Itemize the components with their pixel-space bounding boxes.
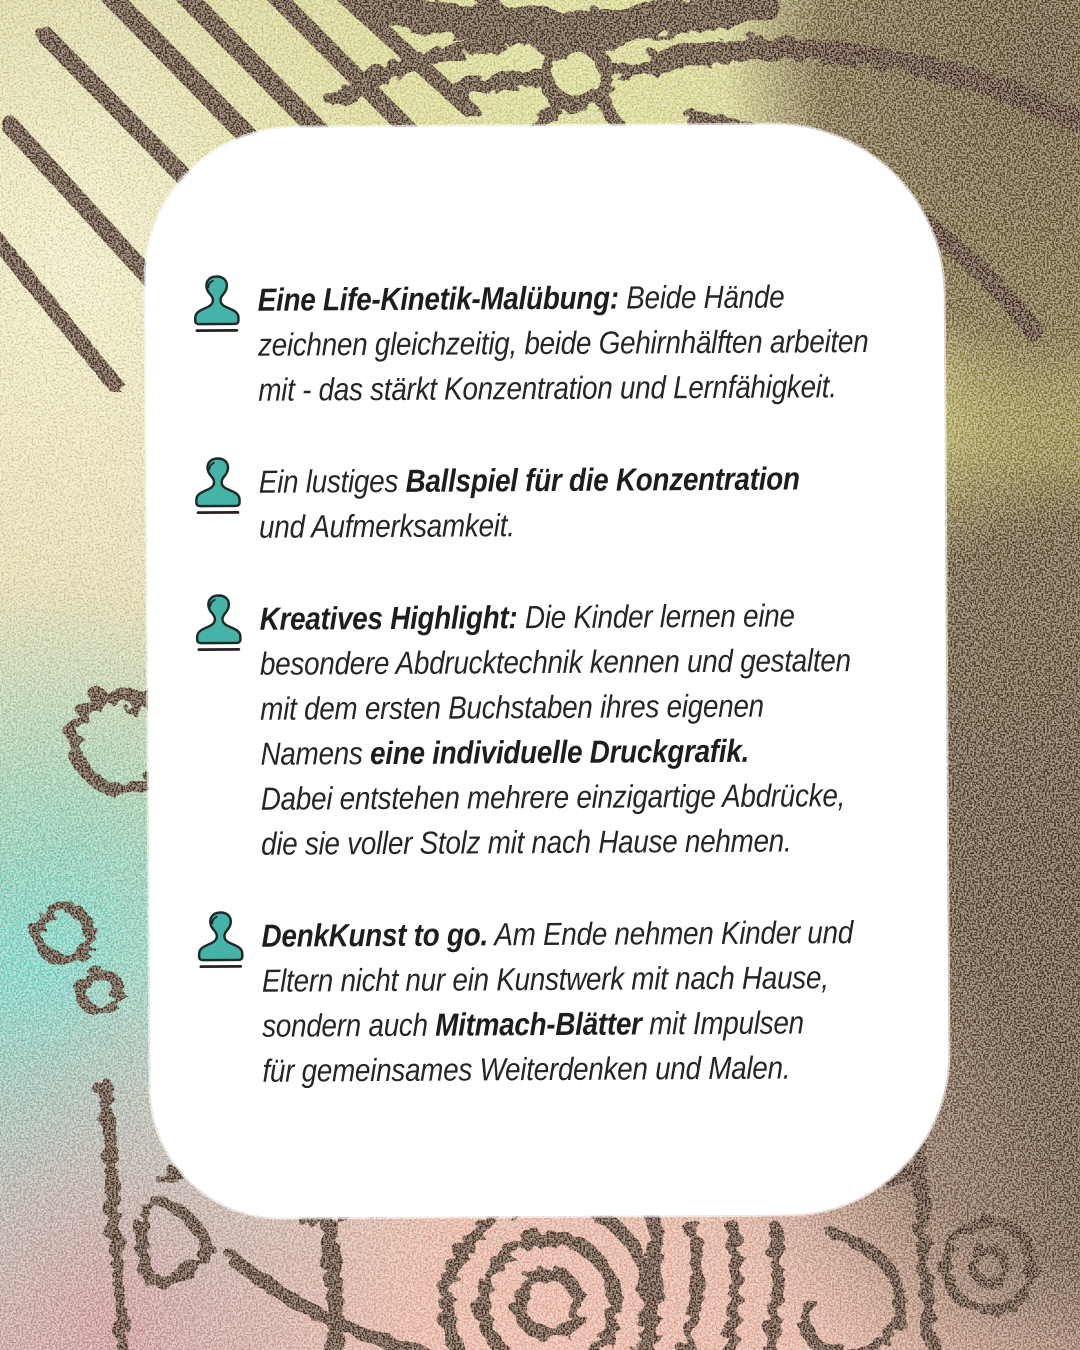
- text-line: Eltern nicht nur ein Kunstwerk mit nach Hause,: [261, 959, 829, 999]
- stamp-icon: [193, 909, 247, 970]
- bullet-text: [258, 274, 869, 413]
- bullet-text: [259, 456, 800, 549]
- bullet-text: [261, 910, 854, 1094]
- text-line: mit dem ersten Buchstaben ihres eigenen: [260, 687, 764, 727]
- text-line: und Aufmerksamkeit.: [259, 507, 515, 545]
- bullet-heading: DenkKunst to go.: [261, 916, 488, 954]
- text-line: besondere Abdrucktechnik kennen und gestalten: [259, 642, 851, 682]
- bullet-kreatives-highlight: [192, 593, 922, 867]
- bullet-heading: Eine Life-Kinetik-Malübung:: [257, 279, 619, 318]
- text-line: Dabei entstehen mehrere einzigartige Abdrücke,: [260, 777, 846, 817]
- bullet-heading: Kreatives Highlight:: [259, 599, 518, 637]
- text-line: mit - das stärkt Konzentration und Lernfähigkeit.: [258, 368, 837, 408]
- stamp-icon: [192, 592, 246, 653]
- text-line: Namens eine individuelle Druckgrafik.: [260, 732, 750, 772]
- text-line: Ein lustiges Ballspiel für die Konzentration: [258, 460, 800, 500]
- text-line: Kreatives Highlight: Die Kinder lernen eine: [259, 597, 795, 637]
- bullet-denkkunst-to-go: [193, 910, 922, 1094]
- text-line: DenkKunst to go. Am Ende nehmen Kinder und: [261, 914, 854, 954]
- bullet-heading: Ballspiel für die Konzentration: [405, 460, 800, 499]
- info-card-content: [145, 124, 949, 1095]
- bullet-life-kinetik: [190, 274, 919, 413]
- stamp-icon: [191, 455, 245, 516]
- bullet-ballspiel: [191, 456, 920, 550]
- text-line: für gemeinsames Weiterdenken und Malen.: [262, 1049, 791, 1089]
- stamp-icon: [190, 273, 244, 334]
- text-line: zeichnen gleichzeitig, beide Gehirnhälften arbeiten: [257, 323, 869, 363]
- text-line: sondern auch Mitmach-Blätter mit Impulsen: [262, 1004, 804, 1044]
- bullet-text: [260, 593, 853, 867]
- info-card: [145, 124, 950, 1219]
- text-line: die sie voller Stolz mit nach Hause nehmen.: [260, 822, 792, 862]
- text-line: Eine Life-Kinetik-Malübung: Beide Hände: [257, 278, 785, 318]
